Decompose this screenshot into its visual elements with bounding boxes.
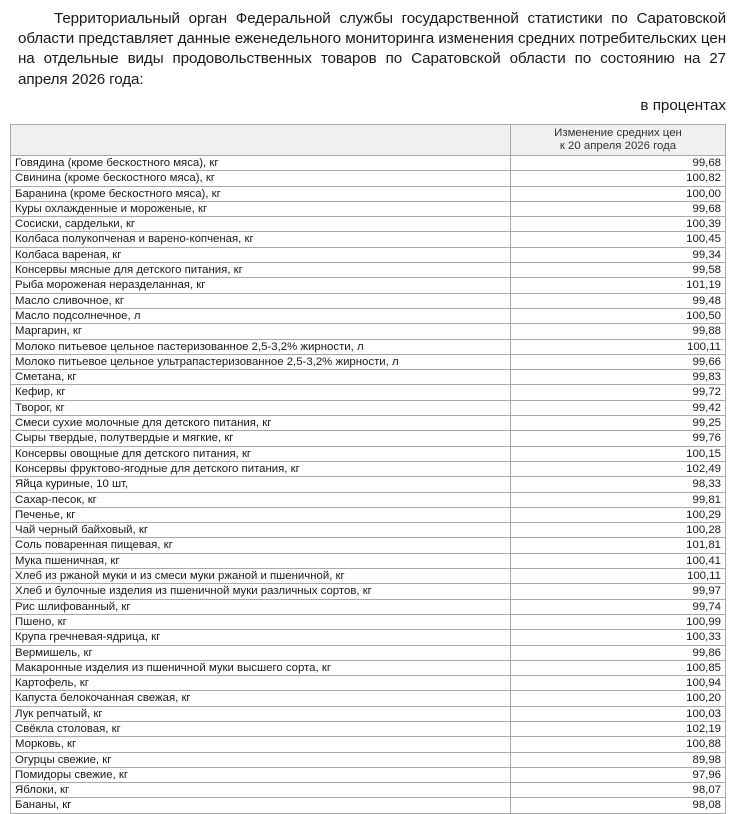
table-row bbox=[11, 370, 726, 385]
product-name: Сахар-песок, кг bbox=[11, 492, 511, 507]
product-name: Крупа гречневая-ядрица, кг bbox=[11, 630, 511, 645]
table-row bbox=[11, 767, 726, 782]
product-name: Молоко питьевое цельное ультрапастеризованное 2,5-3,2% жирности, л bbox=[11, 354, 511, 369]
price-change-value: 100,82 bbox=[511, 171, 726, 186]
table-row bbox=[11, 523, 726, 538]
price-change-value: 100,15 bbox=[511, 446, 726, 461]
table-row bbox=[11, 507, 726, 522]
table-row bbox=[11, 538, 726, 553]
table-header-row bbox=[11, 125, 726, 156]
product-name: Помидоры свежие, кг bbox=[11, 767, 511, 782]
table-row bbox=[11, 645, 726, 660]
price-change-value: 100,50 bbox=[511, 308, 726, 323]
table-row bbox=[11, 201, 726, 216]
table-row bbox=[11, 492, 726, 507]
table-row bbox=[11, 584, 726, 599]
product-name: Маргарин, кг bbox=[11, 324, 511, 339]
table-row bbox=[11, 232, 726, 247]
product-name: Консервы мясные для детского питания, кг bbox=[11, 263, 511, 278]
header-line-2: к 20 апреля 2026 года bbox=[559, 140, 677, 152]
table-row bbox=[11, 752, 726, 767]
product-name: Смеси сухие молочные для детского питания, кг bbox=[11, 416, 511, 431]
table-row bbox=[11, 156, 726, 171]
price-change-value: 100,03 bbox=[511, 706, 726, 721]
price-change-value: 98,08 bbox=[511, 798, 726, 813]
price-change-value: 100,94 bbox=[511, 676, 726, 691]
table-row bbox=[11, 676, 726, 691]
table-row bbox=[11, 737, 726, 752]
product-name: Капуста белокочанная свежая, кг bbox=[11, 691, 511, 706]
price-change-value: 100,85 bbox=[511, 660, 726, 675]
product-name: Бананы, кг bbox=[11, 798, 511, 813]
price-change-value: 100,88 bbox=[511, 737, 726, 752]
price-change-value: 99,74 bbox=[511, 599, 726, 614]
product-name: Консервы овощные для детского питания, кг bbox=[11, 446, 511, 461]
product-name: Колбаса вареная, кг bbox=[11, 247, 511, 262]
product-name: Морковь, кг bbox=[11, 737, 511, 752]
header-product bbox=[11, 125, 511, 156]
table-row bbox=[11, 691, 726, 706]
product-name: Яйца куриные, 10 шт, bbox=[11, 477, 511, 492]
price-change-value: 102,49 bbox=[511, 461, 726, 476]
product-name: Хлеб из ржаной муки и из смеси муки ржаной и пшеничной, кг bbox=[11, 569, 511, 584]
price-change-value: 100,99 bbox=[511, 614, 726, 629]
table-row bbox=[11, 798, 726, 813]
table-row bbox=[11, 477, 726, 492]
price-change-value: 89,98 bbox=[511, 752, 726, 767]
product-name: Соль поваренная пищевая, кг bbox=[11, 538, 511, 553]
price-change-value: 100,28 bbox=[511, 523, 726, 538]
price-change-value: 99,86 bbox=[511, 645, 726, 660]
product-name: Огурцы свежие, кг bbox=[11, 752, 511, 767]
table-row bbox=[11, 354, 726, 369]
price-change-value: 99,66 bbox=[511, 354, 726, 369]
table-row bbox=[11, 599, 726, 614]
product-name: Масло сливочное, кг bbox=[11, 293, 511, 308]
product-name: Говядина (кроме бескостного мяса), кг bbox=[11, 156, 511, 171]
price-change-value: 99,88 bbox=[511, 324, 726, 339]
price-change-value: 101,81 bbox=[511, 538, 726, 553]
price-change-value: 99,42 bbox=[511, 400, 726, 415]
price-change-value: 100,11 bbox=[511, 569, 726, 584]
product-name: Кефир, кг bbox=[11, 385, 511, 400]
header-price-change bbox=[511, 125, 726, 156]
table-row bbox=[11, 706, 726, 721]
price-change-value: 99,83 bbox=[511, 370, 726, 385]
table-row bbox=[11, 339, 726, 354]
price-change-value: 99,81 bbox=[511, 492, 726, 507]
product-name: Рыба мороженая неразделанная, кг bbox=[11, 278, 511, 293]
product-name: Рис шлифованный, кг bbox=[11, 599, 511, 614]
product-name: Лук репчатый, кг bbox=[11, 706, 511, 721]
price-change-value: 100,29 bbox=[511, 507, 726, 522]
table-row bbox=[11, 385, 726, 400]
table-row bbox=[11, 416, 726, 431]
table-row bbox=[11, 171, 726, 186]
product-name: Мука пшеничная, кг bbox=[11, 553, 511, 568]
price-change-value: 99,68 bbox=[511, 201, 726, 216]
price-change-value: 100,41 bbox=[511, 553, 726, 568]
product-name: Чай черный байховый, кг bbox=[11, 523, 511, 538]
product-name: Яблоки, кг bbox=[11, 783, 511, 798]
price-change-value: 99,68 bbox=[511, 156, 726, 171]
product-name: Свинина (кроме бескостного мяса), кг bbox=[11, 171, 511, 186]
price-change-value: 99,76 bbox=[511, 431, 726, 446]
table-row bbox=[11, 446, 726, 461]
product-name: Макаронные изделия из пшеничной муки высшего сорта, кг bbox=[11, 660, 511, 675]
table-row bbox=[11, 400, 726, 415]
product-name: Печенье, кг bbox=[11, 507, 511, 522]
price-change-value: 100,39 bbox=[511, 217, 726, 232]
table-row bbox=[11, 263, 726, 278]
table-row bbox=[11, 293, 726, 308]
header-line-1: Изменение средних цен bbox=[554, 126, 682, 139]
price-change-value: 100,11 bbox=[511, 339, 726, 354]
price-change-value: 100,20 bbox=[511, 691, 726, 706]
price-change-value: 100,33 bbox=[511, 630, 726, 645]
price-change-value: 98,33 bbox=[511, 477, 726, 492]
table-row bbox=[11, 308, 726, 323]
table-row bbox=[11, 461, 726, 476]
product-name: Сметана, кг bbox=[11, 370, 511, 385]
table-row bbox=[11, 431, 726, 446]
product-name: Молоко питьевое цельное пастеризованное 2,5-3,2% жирности, л bbox=[11, 339, 511, 354]
price-change-value: 99,97 bbox=[511, 584, 726, 599]
table-row bbox=[11, 660, 726, 675]
table-row bbox=[11, 324, 726, 339]
price-change-value: 99,72 bbox=[511, 385, 726, 400]
product-name: Свёкла столовая, кг bbox=[11, 721, 511, 736]
price-change-value: 99,25 bbox=[511, 416, 726, 431]
price-change-value: 100,00 bbox=[511, 186, 726, 201]
price-change-table bbox=[10, 124, 726, 814]
table-row bbox=[11, 217, 726, 232]
product-name: Баранина (кроме бескостного мяса), кг bbox=[11, 186, 511, 201]
product-name: Вермишель, кг bbox=[11, 645, 511, 660]
price-change-value: 99,58 bbox=[511, 263, 726, 278]
product-name: Куры охлажденные и мороженые, кг bbox=[11, 201, 511, 216]
product-name: Пшено, кг bbox=[11, 614, 511, 629]
product-name: Творог, кг bbox=[11, 400, 511, 415]
price-change-value: 99,48 bbox=[511, 293, 726, 308]
units-label: в процентах bbox=[640, 97, 726, 114]
intro-text: Территориальный орган Федеральной службы государственной статистики по Саратовской области представляет данные еженедельного мониторинга изменения средних потребительских цен на отдельные виды продовольственных товаров по Саратовской области по состоянию на 27 апреля 2026 года: bbox=[18, 10, 726, 88]
table-row bbox=[11, 614, 726, 629]
product-name: Картофель, кг bbox=[11, 676, 511, 691]
intro-paragraph bbox=[18, 9, 726, 90]
table-row bbox=[11, 630, 726, 645]
price-change-value: 98,07 bbox=[511, 783, 726, 798]
table-row bbox=[11, 186, 726, 201]
product-name: Консервы фруктово-ягодные для детского питания, кг bbox=[11, 461, 511, 476]
product-name: Сыры твердые, полутвердые и мягкие, кг bbox=[11, 431, 511, 446]
price-change-value: 99,34 bbox=[511, 247, 726, 262]
price-change-value: 102,19 bbox=[511, 721, 726, 736]
product-name: Масло подсолнечное, л bbox=[11, 308, 511, 323]
product-name: Сосиски, сардельки, кг bbox=[11, 217, 511, 232]
price-change-value: 97,96 bbox=[511, 767, 726, 782]
product-name: Колбаса полукопченая и варено-копченая, кг bbox=[11, 232, 511, 247]
product-name: Хлеб и булочные изделия из пшеничной муки различных сортов, кг bbox=[11, 584, 511, 599]
table-row bbox=[11, 569, 726, 584]
table-row bbox=[11, 553, 726, 568]
table-row bbox=[11, 247, 726, 262]
table-row bbox=[11, 278, 726, 293]
price-change-value: 101,19 bbox=[511, 278, 726, 293]
price-change-value: 100,45 bbox=[511, 232, 726, 247]
table-row bbox=[11, 721, 726, 736]
table-row bbox=[11, 783, 726, 798]
table-body bbox=[11, 156, 726, 814]
